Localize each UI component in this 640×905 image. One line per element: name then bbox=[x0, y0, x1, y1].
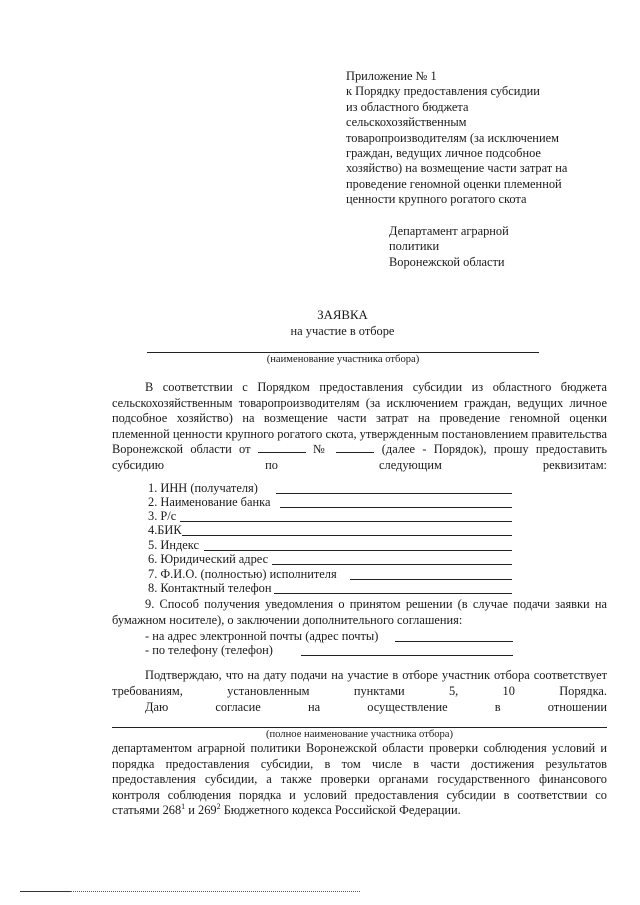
field-label: 5. Индекс bbox=[148, 538, 199, 552]
executor-name-field bbox=[148, 567, 514, 582]
confirmation-text: Подтверждаю, что на дату подачи на участие в отборе участник отбора соответствует требованиям, установленным пунктами 5, 10 Порядка. bbox=[112, 668, 607, 698]
postal-index-input-line[interactable] bbox=[204, 550, 512, 551]
account-input-line[interactable] bbox=[180, 521, 512, 522]
confirmation-paragraph bbox=[112, 668, 607, 699]
notify-phone-label: - по телефону (телефон) bbox=[145, 643, 273, 657]
appendix-line: Приложение № 1 bbox=[346, 69, 437, 83]
appendix-line: проведение геномной оценки племенной bbox=[346, 176, 562, 191]
legal-address-field bbox=[148, 552, 514, 567]
consent-text-end: Бюджетного кодекса Российской Федерации. bbox=[220, 803, 461, 818]
appendix-line: сельскохозяйственным bbox=[346, 115, 467, 130]
inn-input-line[interactable] bbox=[276, 493, 512, 494]
participant-fullname-line[interactable] bbox=[112, 727, 607, 728]
addressee-line: Департамент аграрной bbox=[389, 224, 509, 238]
consent-word: согласие bbox=[215, 700, 261, 714]
footer-rule bbox=[20, 891, 70, 892]
resolution-number-blank[interactable] bbox=[336, 442, 374, 453]
intro-text-end: (далее - Порядок), прошу предоставить субсидию по следующим реквизитам: bbox=[112, 442, 607, 472]
consent-word: осуществление bbox=[367, 700, 448, 714]
bank-name-input-line[interactable] bbox=[280, 507, 512, 508]
addressee-block bbox=[389, 224, 589, 270]
appendix-line: к Порядку предоставления субсидии bbox=[346, 84, 540, 99]
intro-text: В соответствии с Порядком предоставления субсидии из областного бюджета сельскохозяйственным товаропроизводителям (за исключением граждан, ведущих личное подсобное хозяйство) на возмещение части затрат на проведение геномной оценки племенной ценности крупного рогатого скота, утвержденным постановлением правительства Воронежской области от bbox=[112, 380, 607, 457]
executor-name-input-line[interactable] bbox=[350, 579, 512, 580]
notification-paragraph bbox=[112, 597, 607, 628]
field-label: 3. Р/с bbox=[148, 509, 177, 523]
appendix-line: ценности крупного рогатого скота bbox=[346, 192, 527, 207]
field-label: 8. Контактный телефон bbox=[148, 581, 272, 595]
field-label: 4.БИК bbox=[148, 523, 182, 537]
resolution-date-blank[interactable] bbox=[258, 442, 306, 453]
superscript: 2 bbox=[216, 802, 221, 812]
superscript: 1 bbox=[181, 802, 186, 812]
notify-email-label: - на адрес электронной почты (адрес почты) bbox=[145, 629, 379, 643]
account-field bbox=[148, 509, 514, 524]
contact-phone-field bbox=[148, 581, 514, 596]
legal-address-input-line[interactable] bbox=[272, 564, 512, 565]
bank-name-field bbox=[148, 495, 514, 510]
contact-phone-input-line[interactable] bbox=[274, 593, 512, 594]
appendix-line: товаропроизводителям (за исключением bbox=[346, 130, 559, 145]
document-title: ЗАЯВКА bbox=[317, 308, 368, 322]
notification-text: 9. Способ получения уведомления о принятом решении (в случае подачи заявки на бумажном носителе), о заключении дополнительного соглашения: bbox=[112, 597, 607, 627]
appendix-line: хозяйство) на возмещение части затрат на bbox=[346, 161, 568, 176]
intro-paragraph bbox=[112, 380, 607, 474]
consent-word: в bbox=[494, 700, 501, 714]
notify-email-input-line[interactable] bbox=[395, 641, 513, 642]
postal-index-field bbox=[148, 538, 514, 553]
consent-paragraph bbox=[112, 741, 607, 819]
field-label: 6. Юридический адрес bbox=[148, 552, 269, 566]
addressee-line: политики bbox=[389, 239, 440, 254]
notify-phone-input-line[interactable] bbox=[301, 655, 513, 656]
addressee-line: Воронежской области bbox=[389, 254, 505, 269]
footer-rule-dotted bbox=[70, 891, 360, 892]
consent-line bbox=[145, 700, 607, 716]
consent-text: департаментом аграрной политики Воронежской области проверки соблюдения условий и порядка предоставления субсидии, в том числе в части достижения результатов предоставления субсидии, а также проверки органами государственного финансового контроля соблюдения порядка и условий предоставления субсидии в соответствии со статьями 268 bbox=[112, 741, 607, 818]
notify-phone-option bbox=[145, 643, 515, 659]
consent-word: на bbox=[307, 700, 321, 714]
consent-text-and: и 269 bbox=[185, 803, 217, 818]
document-subtitle: на участие в отборе bbox=[290, 324, 395, 338]
bik-input-line[interactable] bbox=[182, 535, 512, 536]
inn-field bbox=[148, 481, 514, 496]
appendix-header bbox=[346, 69, 591, 208]
number-sign: № bbox=[313, 442, 330, 457]
consent-word: отношении bbox=[547, 700, 607, 714]
participant-name-caption: (наименование участника отбора) bbox=[266, 354, 420, 365]
consent-word: Даю bbox=[145, 700, 169, 714]
field-label: 7. Ф.И.О. (полностью) исполнителя bbox=[148, 567, 337, 581]
participant-name-line[interactable] bbox=[147, 352, 539, 353]
field-label: 2. Наименование банка bbox=[148, 495, 271, 509]
appendix-line: из областного бюджета bbox=[346, 99, 469, 114]
bik-field bbox=[148, 523, 514, 538]
appendix-line: граждан, ведущих личное подсобное bbox=[346, 146, 541, 161]
participant-fullname-caption: (полное наименование участника отбора) bbox=[265, 729, 454, 740]
field-label: 1. ИНН (получателя) bbox=[148, 481, 258, 495]
